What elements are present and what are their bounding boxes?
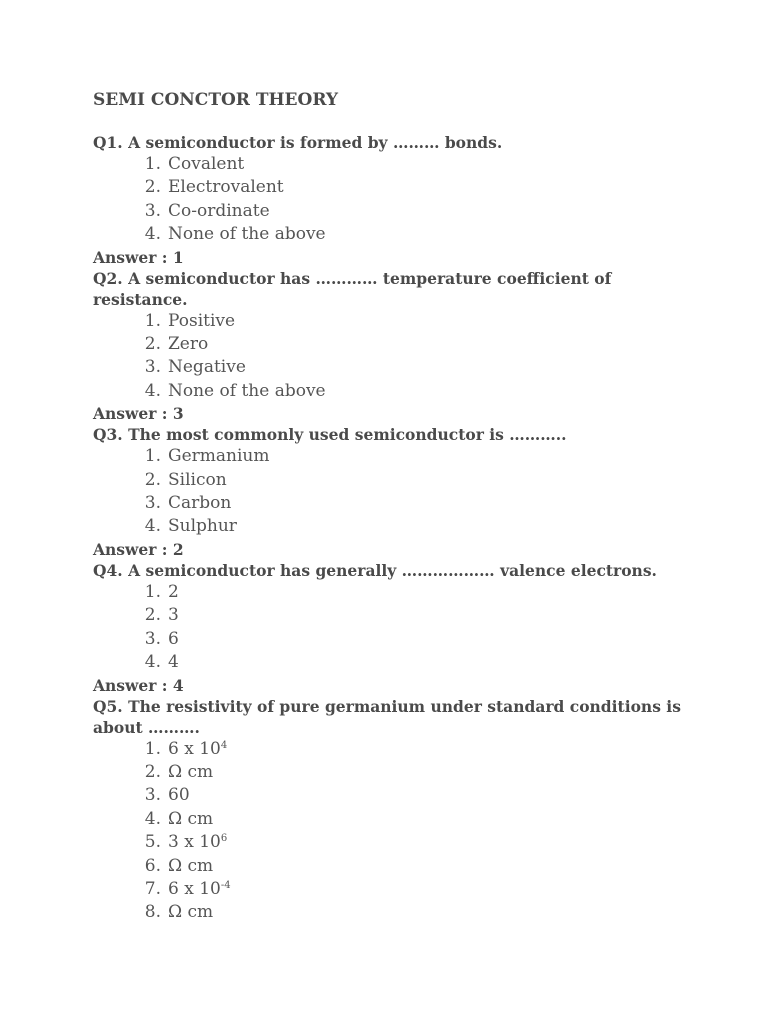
option-item xyxy=(93,176,693,199)
option-text: Ω cm xyxy=(168,902,214,923)
option-item xyxy=(93,380,693,403)
question-text: Q1. A semiconductor is formed by ……… bonds. xyxy=(93,133,503,152)
option-text: Negative xyxy=(168,357,246,378)
question-text: Q3. The most commonly used semiconductor is ……….. xyxy=(93,425,567,445)
option-text: 2 xyxy=(168,581,179,602)
option-number: 4. xyxy=(144,808,161,829)
option-item xyxy=(93,831,693,854)
option-item xyxy=(93,200,693,223)
option-item xyxy=(93,223,693,246)
option-text-base: 3 x 10 xyxy=(168,832,221,853)
option-text: Germanium xyxy=(168,446,270,467)
option-item xyxy=(93,784,693,807)
answer-text: Answer : 3 xyxy=(93,404,184,424)
option-item xyxy=(93,356,693,379)
option-text: Zero xyxy=(168,334,209,355)
question-block-q1 xyxy=(93,132,693,268)
option-item xyxy=(93,855,693,878)
option-number: 2. xyxy=(144,469,161,490)
option-item xyxy=(93,878,693,901)
option-number: 4. xyxy=(144,652,161,673)
option-list xyxy=(93,581,693,675)
option-number: 1. xyxy=(144,738,161,759)
document-title: SEMI CONCTOR THEORY xyxy=(93,90,339,110)
question-text: Q4. A semiconductor has generally ……………… valence electrons. xyxy=(93,560,657,580)
option-text: Sulphur xyxy=(168,516,237,537)
option-text: None of the above xyxy=(168,380,326,401)
option-number: 1. xyxy=(144,446,161,467)
option-number: 7. xyxy=(144,878,161,899)
option-number: 3. xyxy=(144,200,161,221)
option-list xyxy=(93,153,693,247)
option-number: 4. xyxy=(144,224,161,245)
question-block-q5 xyxy=(93,696,693,925)
option-list xyxy=(93,445,693,539)
option-text xyxy=(168,738,693,761)
option-text: Carbon xyxy=(168,493,232,514)
option-text: Ω cm xyxy=(168,808,214,829)
option-number: 4. xyxy=(144,516,161,537)
option-number: 1. xyxy=(144,154,161,174)
option-item xyxy=(93,310,693,333)
option-number: 2. xyxy=(144,334,161,355)
option-text: 60 xyxy=(168,785,190,806)
option-superscript: 4 xyxy=(220,739,228,751)
option-item xyxy=(93,333,693,356)
question-block-q4 xyxy=(93,560,693,696)
option-number: 8. xyxy=(144,902,161,923)
option-number: 3. xyxy=(144,628,161,649)
option-item xyxy=(93,628,693,651)
question-block-q3 xyxy=(93,424,693,560)
option-item xyxy=(93,651,693,674)
option-text: Silicon xyxy=(168,469,227,490)
option-text: 6 xyxy=(168,628,179,649)
answer-text: Answer : 4 xyxy=(93,675,184,695)
option-text: Electrovalent xyxy=(168,177,284,198)
option-item xyxy=(93,738,693,761)
option-text: Ω cm xyxy=(168,855,214,876)
option-item xyxy=(93,761,693,784)
option-number: 1. xyxy=(144,310,161,331)
option-item xyxy=(93,445,693,468)
question-text: Q2. A semiconductor has ………… temperature coefficient of resistance. xyxy=(93,268,612,309)
option-text: 3 xyxy=(168,605,179,626)
option-number: 1. xyxy=(144,581,161,602)
option-number: 4. xyxy=(144,380,161,401)
option-item xyxy=(93,492,693,515)
option-item xyxy=(93,581,693,604)
option-number: 2. xyxy=(144,761,161,782)
option-superscript: -4 xyxy=(220,879,231,891)
option-number: 3. xyxy=(144,493,161,514)
document-page xyxy=(93,88,693,925)
option-item xyxy=(93,515,693,538)
option-text: Covalent xyxy=(168,154,245,174)
option-item xyxy=(93,901,693,924)
option-text: None of the above xyxy=(168,224,326,245)
question-text: Q5. The resistivity of pure germanium under standard conditions is about ………. xyxy=(93,696,681,737)
option-superscript: 6 xyxy=(220,833,228,845)
option-text: Co-ordinate xyxy=(168,200,270,221)
answer-text: Answer : 2 xyxy=(93,539,184,559)
option-item xyxy=(93,469,693,492)
option-text: Positive xyxy=(168,310,236,331)
option-text-base: 6 x 10 xyxy=(168,878,221,899)
option-item xyxy=(93,808,693,831)
option-text xyxy=(168,831,693,854)
option-number: 6. xyxy=(144,855,161,876)
answer-text: Answer : 1 xyxy=(93,247,184,267)
option-list xyxy=(93,310,693,404)
option-number: 2. xyxy=(144,605,161,626)
option-number: 3. xyxy=(144,357,161,378)
option-item xyxy=(93,153,693,176)
option-text-base: 6 x 10 xyxy=(168,738,221,759)
option-number: 5. xyxy=(144,832,161,853)
question-block-q2 xyxy=(93,268,693,425)
option-text: Ω cm xyxy=(168,761,214,782)
option-number: 3. xyxy=(144,785,161,806)
option-item xyxy=(93,604,693,627)
option-number: 2. xyxy=(144,177,161,198)
option-text xyxy=(168,878,693,901)
option-text: 4 xyxy=(168,652,179,673)
option-list xyxy=(93,738,693,925)
